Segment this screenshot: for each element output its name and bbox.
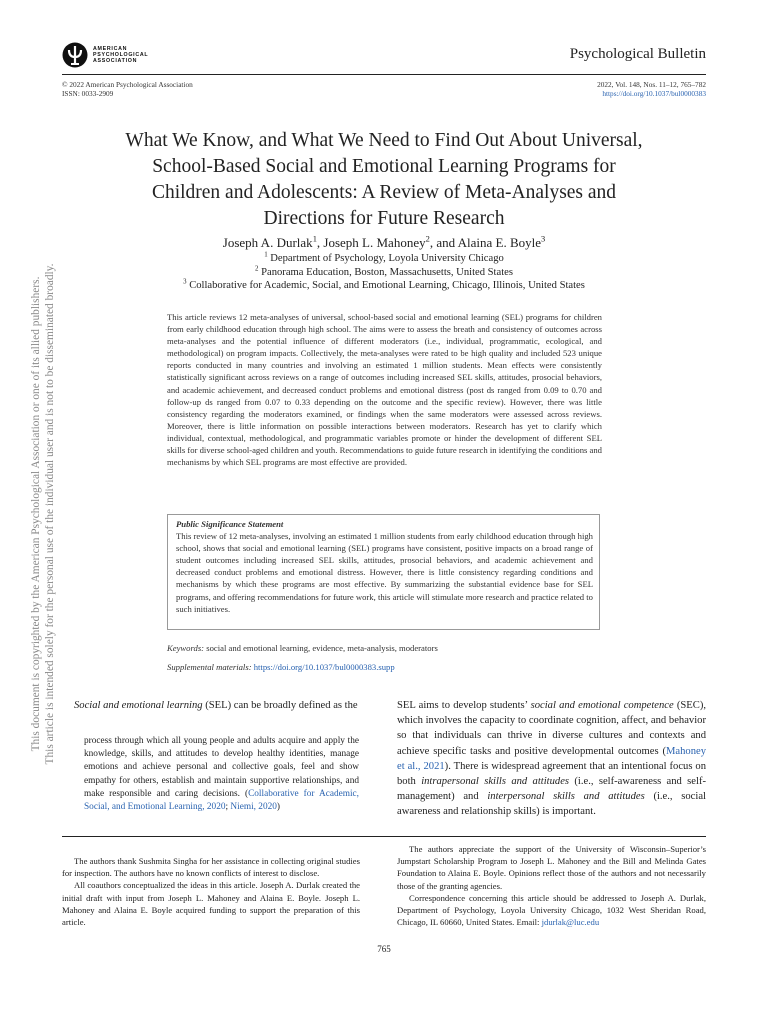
right-italic-3: interpersonal skills and attitudes [487, 791, 645, 803]
citation-separator: ; [225, 802, 231, 813]
citation-niemi-2020[interactable]: Niemi, 2020 [230, 802, 277, 813]
affiliation-3-num: 3 [183, 278, 187, 286]
author-3-sup: 3 [541, 233, 546, 244]
footnote-correspondence [397, 892, 706, 929]
apa-psi-icon [62, 42, 88, 68]
publication-meta-right [597, 80, 706, 98]
publication-meta-left [62, 80, 193, 98]
right-text-2: (SEC), which involves the capacity to coordinate cognition, affect, and behavior so that individuals can thrive in diverse cultures and contexts and achieve specific tasks and positive developmental outcomes ( [397, 700, 706, 757]
citation-casel-2020[interactable]: Collaborative for Academic, Social, and Emotional Learning, 2020 [84, 788, 359, 813]
affiliation-3 [62, 279, 706, 293]
affiliation-2 [62, 266, 706, 280]
affiliation-1 [62, 252, 706, 266]
abstract: This article reviews 12 meta-analyses of universal, school-based social and emotional learning (SEL) programs for children from early childhood education through high school. The aims were to assess the breath and consistency of outcomes across meta-analyses and the potential influence of different moderators (i.e., individual, programmatic, ecological, and methodological) on program impacts. Collectively, the meta-analyses were rated to be high quality and included 523 unique reports conducted in many countries and involving an estimated 1 million students. Mean effects were consistently statistically significant across reviews on a range of outcomes including increased SEL skills, attitudes, prosocial behaviors, and academic achievement, and decreased conduct problems and emotional distress (post ds ranged from 0.09 to 0.70 and follow-up ds ranged from 0.07 to 0.33 depending on the outcome and the specific review). However, there was little consistency regarding the moderators examined, or findings when the same moderators were assessed across reviews. Moreover, there is little information on possible interactions between moderators. Research has yet to clarify which individual, contextual, methodological, and programmatic variables promote or hinder the development of different SEL skills for diverse school-aged children and youth. Recommendations to guide future research in identifying the conditions and mechanisms by which SEL programs are most effective are provided. [167, 312, 602, 468]
author-list: Joseph A. Durlak$^1$, Joseph L. Mahoney$^2$, and Alaina E. Boyle$^3$ [222, 233, 546, 250]
sel-definition-lead: (SEL) can be broadly defined as the [202, 700, 358, 711]
body-left-intro [62, 698, 358, 713]
citation-mahoney-2021[interactable]: Mahoney et al., 2021 [397, 745, 706, 772]
public-significance-box [167, 514, 600, 630]
issn-line: ISSN: 0033-2909 [62, 89, 114, 98]
footnote-funding: The authors appreciate the support of the University of Wisconsin–Superior’s Jumpstart Scholarship Program to Joseph L. Mahoney and the Bill and Melinda Gates Foundation to Alaina E. Boyle. Opinions reflect those of the authors and not necessarily those of the granting agencies. [397, 844, 706, 891]
keywords-value: social and emotional learning, evidence, meta-analysis, moderators [206, 643, 438, 653]
title-line-3: Children and Adolescents: A Review of Meta-Analyses and [151, 182, 617, 203]
right-text-3: ). There is widespread agreement that an intentional focus on both [397, 760, 706, 788]
author-3: and Alaina E. Boyle [436, 235, 542, 250]
affiliation-2-text: Panorama Education, Boston, Massachusetts, United States [261, 266, 513, 278]
sel-definition-quote [84, 735, 359, 814]
keywords-label: Keywords: [167, 643, 205, 653]
apa-logo [62, 42, 148, 68]
copyright-line: © 2022 American Psychological Association [62, 80, 193, 89]
public-significance-content [176, 518, 593, 615]
title-line-2: School-Based Social and Emotional Learning Programs for [152, 156, 616, 177]
logo-wordmark [93, 46, 148, 65]
doi-link[interactable]: https://doi.org/10.1037/bul0000383 [602, 89, 706, 98]
article-title [62, 128, 706, 232]
affiliation-1-num: 1 [264, 251, 268, 259]
title-line-4: Directions for Future Research [263, 208, 505, 229]
footnote-acknowledgment: The authors thank Sushmita Singha for her assistance in collecting original studies for inspection. The authors have no known conflicts of interest to disclose. [62, 856, 360, 879]
right-text-4: (i.e., self-awareness and self-management) and [397, 776, 706, 803]
page-number: 765 [377, 944, 391, 954]
author-2: Joseph L. Mahoney [323, 235, 426, 250]
logo-line-1: AMERICAN [93, 45, 128, 52]
email-link[interactable]: jdurlak@luc.edu [541, 917, 600, 928]
body-right-paragraph [397, 698, 706, 820]
footnote-rule [62, 836, 706, 837]
journal-name: Psychological Bulletin [569, 46, 706, 62]
right-text-5: (i.e., social awareness and relationship skills) is important. [397, 791, 706, 818]
title-line-1: What We Know, and What We Need to Find Out About Universal, [125, 130, 643, 151]
right-italic-2: intrapersonal skills and attitudes [421, 776, 570, 788]
copyright-side-notice [29, 134, 57, 894]
affiliation-2-num: 2 [255, 265, 259, 273]
logo-line-3: ASSOCIATION [93, 58, 138, 65]
volume-line: 2022, Vol. 148, Nos. 11–12, 765–782 [597, 80, 706, 89]
footnotes-right [397, 843, 706, 928]
supplemental-link[interactable]: https://doi.org/10.1037/bul0000383.supp [253, 662, 395, 672]
quote-text: process through which all young people and adults acquire and apply the knowledge, skills, and attitudes to develop healthy identities, manage emotions and achieve personal and collective goals, feel and show empathy for others, establish and maintain supportive relationships, and make responsible and caring decisions. ( [84, 736, 359, 799]
supplemental-label: Supplemental materials: [167, 662, 252, 672]
author-2-sup: 2 [425, 233, 430, 244]
correspondence-text: Correspondence concerning this article should be addressed to Joseph A. Durlak, Department of Psychology, Loyola University Chicago, 1032 West Sheridan Road, Chicago, IL 60660, United States. Email: [397, 892, 706, 928]
sel-term: Social and emotional learning [74, 700, 203, 711]
affiliation-1-text: Department of Psychology, Loyola University Chicago [270, 253, 504, 264]
right-italic-1: social and emotional competence [530, 700, 674, 711]
keywords [167, 643, 438, 653]
affiliation-3-text: Collaborative for Academic, Social, and Emotional Learning, Chicago, Illinois, United States [189, 280, 585, 292]
side-notice-line-1: This document is copyrighted by the American Psychological Association or one of its allied publishers. [30, 276, 42, 752]
side-notice-line-2: This article is intended solely for the personal use of the individual user and is not to be disseminated broadly. [44, 263, 56, 765]
quote-close: ) [276, 802, 281, 813]
author-1-sup: 1 [312, 233, 317, 244]
public-significance-body: This review of 12 meta-analyses, involving an estimated 1 million students from early childhood education through high school, shows that social and emotional learning (SEL) programs have consistent, positive impacts on a broad range of student outcomes including increased SEL skills, attitudes, prosocial behaviors, and academic achievement and decreased conduct problems and emotional distress. However, there is little consistency regarding conditions and mechanisms by which these programs are most effective. By summarizing the substantial evidence base for SEL programs, and offering recommendations for future work, this article will stimulate more research and practice related to such initiatives. [176, 531, 593, 614]
author-1: Joseph A. Durlak [222, 235, 313, 250]
logo-line-2: PSYCHOLOGICAL [93, 51, 149, 58]
public-significance-heading: Public Significance Statement [176, 519, 284, 529]
supplemental-materials [167, 662, 395, 672]
right-text-1: SEL aims to develop students’ [397, 700, 531, 711]
affiliations [62, 252, 706, 293]
footnote-contributions: All coauthors conceptualized the ideas in this article. Joseph A. Durlak created the initial draft with input from Joseph L. Mahoney and Alaina E. Boyle. Joseph L. Mahoney and Alaina E. Boyle acquired funding to support the preparation of this article. [62, 880, 360, 928]
footnotes-left [62, 855, 360, 928]
header-rule [62, 74, 706, 75]
